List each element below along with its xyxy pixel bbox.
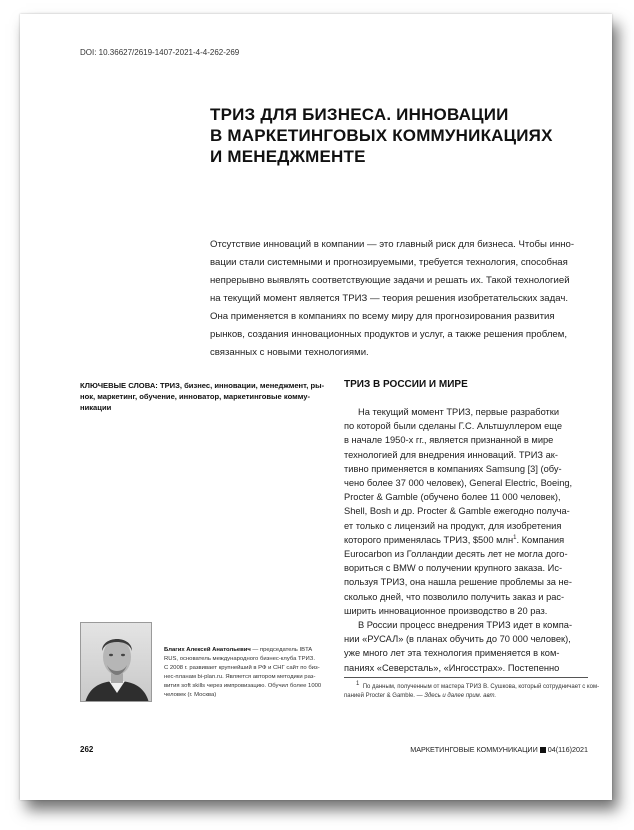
square-separator-icon	[540, 747, 546, 753]
body-line: пользуя ТРИЗ, она нашла решение проблемы за не-	[344, 577, 572, 588]
body-line: Procter & Gamble (обучено более 11 000 человек),	[344, 492, 561, 503]
title-line: В МАРКЕТИНГОВЫХ КОММУНИКАЦИЯХ	[210, 126, 553, 145]
author-name: Благих Алексей Анатольевич	[164, 647, 251, 653]
footnote-italic-text: Здесь и далее прим. авт.	[424, 693, 497, 699]
footnote-text: По данным, полученным от мастера ТРИЗ В. Сушкова, который сотрудничает с ком-	[362, 684, 600, 690]
journal-page	[20, 14, 612, 800]
keywords-line: КЛЮЧЕВЫЕ СЛОВА: ТРИЗ, бизнес, инновации, менеджмент, ры-	[80, 381, 325, 390]
body-line: ширить инновационное производство в 20 раз.	[344, 605, 548, 616]
title-line: И МЕНЕДЖМЕНТЕ	[210, 147, 366, 166]
abstract	[210, 236, 586, 362]
article-title	[210, 104, 570, 167]
journal-name: МАРКЕТИНГОВЫЕ КОММУНИКАЦИИ	[410, 745, 538, 754]
body-line: вориться с BMW о получении крупного заказа. Ис-	[344, 563, 563, 574]
body-line: ет только с лицензий на продукт, для изобретения	[344, 520, 562, 531]
author-bio-line: вития soft skills через импровизацию. Обучил более 1000	[164, 683, 322, 689]
body-line: Eurocarbon из Голландии десять лет не могла дого-	[344, 549, 568, 560]
author-bio-line	[164, 646, 324, 655]
body-line: тивно применяется в компаниях Samsung [3] (обу-	[344, 463, 562, 474]
page-number: 262	[80, 745, 94, 754]
doi-line: DOI: 10.36627/2619-1407-2021-4-4-262-269	[80, 48, 240, 57]
author-photo	[80, 622, 152, 702]
footnote-ref[interactable]: 1	[513, 534, 517, 541]
abstract-line: рынков, создания инновационных продуктов и услуг, а также решения проблем,	[210, 329, 568, 340]
body-line: чено более 37 000 человек), General Electric, Boeing,	[344, 478, 573, 489]
author-bio-line: нес-планам bi-plan.ru. Является автором методики раз-	[164, 674, 316, 680]
body-line-text: . Компания	[516, 534, 565, 545]
author-bio	[164, 646, 324, 700]
body-line: паниях «Северсталь», «Ингосстрах». Постепенно	[344, 662, 560, 673]
abstract-line: связанных с новыми технологиями.	[210, 347, 369, 358]
footnote-line	[344, 681, 600, 692]
keywords-line: никации	[80, 403, 112, 412]
body-line: в начале 1950-х гг., является признанной в мире	[344, 435, 554, 446]
body-line-with-footnote	[344, 533, 589, 547]
abstract-line: Отсутствие инноваций в компании — это главный риск для бизнеса. Чтобы инно-	[210, 239, 575, 250]
body-line: уже много лет эта технология применяется в ком-	[344, 648, 560, 659]
abstract-line: Она применяется в компаниях по всему миру для прогнозирования развития	[210, 311, 555, 322]
body-line: технологией для внедрения инноваций. ТРИЗ ак-	[344, 449, 558, 460]
author-bio-line: С 2008 г. развивает крупнейший в РФ и СНГ сайт по биз-	[164, 665, 320, 671]
footnote-divider	[344, 677, 588, 678]
author-bio-line: RUS, основатель международного бизнес-клуба ТРИЗ.	[164, 656, 315, 662]
keywords-line: нок, маркетинг, обучение, инноватор, маркетинговые комму-	[80, 392, 310, 401]
footnote-mark: 1	[356, 681, 360, 687]
running-footer	[410, 745, 588, 754]
body-line: Shell, Bosh и др. Procter & Gamble ежегодно получа-	[344, 506, 570, 517]
author-portrait-image	[81, 623, 152, 702]
body-line: На текущий момент ТРИЗ, первые разработки	[358, 407, 560, 417]
body-line: сколько дней, что позволило получить заказ и рас-	[344, 591, 565, 602]
abstract-line: на текущий момент является ТРИЗ — теория решения изобретательских задач.	[210, 293, 569, 304]
keywords-block	[80, 380, 330, 413]
body-text	[344, 405, 589, 675]
issue-number: 04(116)2021	[547, 745, 588, 754]
title-line: ТРИЗ ДЛЯ БИЗНЕСА. ИННОВАЦИИ	[210, 105, 509, 124]
section-heading: ТРИЗ В РОССИИ И МИРЕ	[344, 379, 468, 390]
body-line: по которой были сделаны Г.С. Альтшуллером еще	[344, 421, 562, 432]
abstract-line: вации стали системными и прогнозируемыми, требуется технология, способная	[210, 257, 568, 268]
body-line: нии «РУСАЛ» (в планах обучить до 70 000 человек),	[344, 634, 571, 645]
footnote	[344, 681, 600, 701]
footnote-line	[344, 692, 592, 701]
body-line: В России процесс внедрения ТРИЗ идет в компа-	[358, 620, 573, 631]
author-bio-line: человек (г. Москва)	[164, 692, 217, 698]
abstract-line: непрерывно выявлять соответствующие задачи и решать их. Такой технологией	[210, 275, 570, 286]
footnote-text: панией Procter & Gamble. —	[344, 693, 425, 699]
body-line-text: которого применялась ТРИЗ, $500 млн	[344, 534, 514, 545]
author-role: — председатель IBTA	[250, 647, 313, 653]
